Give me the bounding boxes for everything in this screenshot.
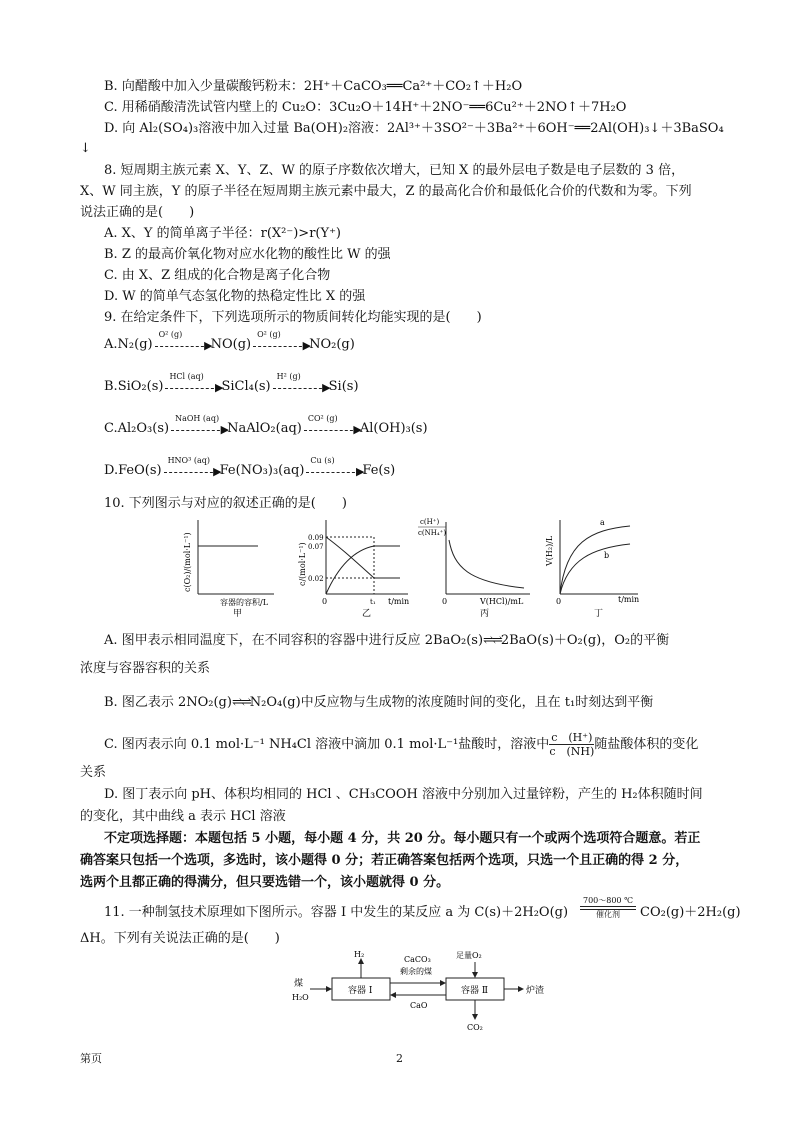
y-tick-label: 0.07 <box>308 543 324 551</box>
reaction-arrow: O² (g) ▶ <box>155 330 209 352</box>
x-axis-label: t/min <box>388 597 410 606</box>
vessel-2-label: 容器 Ⅱ <box>461 986 488 996</box>
ratio-curve <box>449 540 524 588</box>
q9-substance: NaAlO₂(aq) <box>227 421 302 436</box>
q9-substance: FeO(s) <box>118 463 162 478</box>
reaction-arrow: NaOH (aq) ▶ <box>171 414 225 436</box>
q8-stem-line2: X、W 同主族，Y 的原子半径在短周期主族元素中最大，Z 的最高化合价和最低化合价的代数和为零。下列 <box>80 184 692 199</box>
q9-option-prefix: B. <box>104 379 118 394</box>
q7-option-d-tail: ↓ <box>80 141 91 156</box>
q8-option-a: A. X、Y 的简单离子半径：r(X²⁻)>r(Y⁺) <box>104 226 342 241</box>
x-tick-label: t₁ <box>370 598 376 606</box>
q7-option-c: C. 用稀硝酸清洗试管内壁上的 Cu₂O：3Cu₂O＋14H⁺＋2NO⁻══6Cu²⁺＋2NO↑＋7H₂O <box>104 100 627 115</box>
q10-option-b-text-cont: N₂O₄(g)中反应物与生成物的浓度随时间的变化，且在 t₁时刻达到平衡 <box>249 695 654 710</box>
q10-option-c-line2: 关系 <box>80 765 107 780</box>
ratio-denominator: c (NH) <box>549 745 595 758</box>
reagent-label: NaOH (aq) <box>175 414 220 423</box>
cao-label: CaO <box>410 1001 428 1010</box>
q9-option-a <box>104 330 355 352</box>
q9-substance: SiO₂(s) <box>117 379 164 394</box>
curve-b <box>560 544 630 594</box>
q8-stem-line3: 说法正确的是( ) <box>80 205 195 220</box>
q9-substance: N₂(g) <box>117 337 153 352</box>
reaction-arrow: O² (g) ▶ <box>253 330 307 352</box>
coal-label: 煤 <box>294 979 304 989</box>
co2-label: CO₂ <box>467 1023 483 1032</box>
y-axis-label-denominator: c(NH₄⁺) <box>418 529 447 537</box>
q7-option-b: B. 向醋酸中加入少量碳酸钙粉末：2H⁺＋CaCO₃══Ca²⁺＋CO₂↑＋H₂O <box>104 79 523 94</box>
q11-stem-text: 11. 一种制氢技术原理如下图所示。容器 Ⅰ 中发生的某反应 a 为 C(s)＋2H₂O(g) <box>104 905 569 920</box>
q11-stem-line2: ΔH。下列有关说法正确的是( ) <box>80 931 280 946</box>
condition-catalyst: 催化剂 <box>596 910 620 919</box>
q9-substance: NO(g) <box>210 337 252 352</box>
equilibrium-arrow: ⇌⇌ <box>483 633 501 648</box>
q9-stem: 9. 在给定条件下，下列选项所示的物质间转化均能实现的是( ) <box>104 310 482 325</box>
curve-a-label: a <box>600 518 605 527</box>
origin-label: 0 <box>556 597 562 606</box>
q9-substance: Fe(NO₃)₃(aq) <box>219 463 305 478</box>
q10-option-a-text-cont: 2BaO(s)＋O₂(g)，O₂的平衡 <box>500 633 670 648</box>
hydrogen-production-diagram <box>280 948 560 1036</box>
q10-option-a-line2: 浓度与容器容积的关系 <box>80 661 211 676</box>
q10-option-a-text: A. 图甲表示相同温度下，在不同容积的容器中进行反应 2BaO₂(s) <box>104 633 484 648</box>
graph-caption: 丁 <box>594 609 604 619</box>
y-axis-label: c/(mol·L⁻¹) <box>298 542 307 586</box>
q9-substance: Fe(s) <box>362 463 396 478</box>
origin-label: 0 <box>442 597 448 606</box>
reagent-label: Cu (s) <box>310 456 335 465</box>
section-instructions-line1: 不定项选择题：本题包括 5 小题，每小题 4 分，共 20 分。每小题只有一个或两个选项符合题意。若正 <box>104 831 701 846</box>
reactant-curve <box>326 537 400 578</box>
reaction-arrow: HNO³ (aq) ▶ <box>164 456 218 478</box>
h2-label: H₂ <box>354 950 365 959</box>
q10-option-d-line2: 的变化，其中曲线 a 表示 HCl 溶液 <box>80 809 286 824</box>
x-axis-label: V(HCl)/mL <box>480 597 524 606</box>
product-curve <box>326 546 400 594</box>
reagent-label: H² (g) <box>276 372 301 381</box>
q8-option-d: D. W 的简单气态氢化物的热稳定性比 X 的强 <box>104 289 366 304</box>
graph-bing <box>416 512 536 620</box>
q9-substance: Si(s) <box>328 379 359 394</box>
graph-caption: 甲 <box>233 609 243 619</box>
o2-label: 足量O₂ <box>456 951 482 960</box>
reaction-condition-arrow <box>580 896 636 920</box>
graph-ding <box>540 512 644 620</box>
section-instructions-line2: 确答案只包括一个选项，多选时，该小题得 0 分；若正确答案包括两个选项，只选一个且正确的得 2 分， <box>80 853 689 868</box>
q10-option-d-line1: D. 图丁表示向 pH、体积均相同的 HCl 、CH₃COOH 溶液中分别加入过量锌粉，产生的 H₂体积随时间 <box>104 787 703 802</box>
q9-option-b <box>104 372 359 394</box>
q8-option-c: C. 由 X、Z 组成的化合物是离子化合物 <box>104 268 331 283</box>
equilibrium-arrow: ⇌⇌ <box>231 695 250 710</box>
reagent-label: HCl (aq) <box>169 372 204 381</box>
q9-substance: Al₂O₃(s) <box>117 421 170 436</box>
concentration-ratio <box>549 731 594 758</box>
q10-option-b <box>104 694 653 712</box>
slag-label: 炉渣 <box>526 986 545 996</box>
condition-temperature: 700～800 ℃ <box>582 896 634 905</box>
q10-stem: 10. 下列图示与对应的叙述正确的是( ) <box>104 496 347 511</box>
q10-option-a-line1 <box>104 632 669 650</box>
graph-jia <box>178 512 278 620</box>
h2o-label: H₂O <box>292 993 309 1002</box>
reagent-label: O² (g) <box>158 330 183 339</box>
y-tick-label: 0.09 <box>308 534 324 542</box>
reagent-label: CO² (g) <box>307 414 338 423</box>
y-axis-label-numerator: c(H⁺) <box>420 518 440 526</box>
q9-option-c <box>104 414 428 436</box>
section-instructions-line3: 选两个且都正确的得满分，但只要选错一个，该小题就得 0 分。 <box>80 875 450 890</box>
y-axis-label: c(O₂)/(mol·L⁻¹) <box>183 532 192 592</box>
q9-option-prefix: D. <box>104 463 119 478</box>
q9-substance: Al(OH)₃(s) <box>359 421 428 436</box>
ratio-numerator: c (H⁺) <box>551 731 593 744</box>
footer-page-number: 2 <box>396 1052 403 1065</box>
q10-option-c-text-cont: 随盐酸体积的变化 <box>594 737 699 752</box>
graph-yi <box>296 512 414 620</box>
q9-option-d <box>104 456 395 478</box>
origin-label: 0 <box>322 597 328 606</box>
q11-stem-line1 <box>104 904 568 922</box>
q8-stem-line1: 8. 短周期主族元素 X、Y、Z、W 的原子序数依次增大，已知 X 的最外层电子数是电子层数的 3 倍， <box>104 163 685 178</box>
q8-option-b: B. Z 的最高价氧化物对应水化物的酸性比 W 的强 <box>104 247 391 262</box>
curve-a <box>560 526 630 594</box>
footer-page-label: 第页 <box>80 1052 102 1065</box>
vessel-1-label: 容器 Ⅰ <box>348 986 373 996</box>
y-axis-label: V(H₂)/L <box>545 535 554 566</box>
curve-b-label: b <box>604 551 610 560</box>
q9-option-prefix: C. <box>104 421 118 436</box>
graph-caption: 丙 <box>480 609 490 619</box>
q7-option-d: D. 向 Al₂(SO₄)₃溶液中加入过量 Ba(OH)₂溶液：2Al³⁺＋3SO²⁻＋3Ba²⁺＋6OH⁻══2Al(OH)₃↓＋3BaSO₄ <box>104 121 724 136</box>
reagent-label: HNO³ (aq) <box>167 456 210 465</box>
x-axis-label: t/min <box>618 595 640 604</box>
q10-option-c-line1 <box>104 730 698 760</box>
caco3-label: CaCO₃ <box>404 955 431 964</box>
q9-option-prefix: A. <box>104 337 118 352</box>
reagent-label: O² (g) <box>257 330 281 339</box>
reaction-arrow: Cu (s) ▶ <box>306 456 360 478</box>
y-tick-label: 0.02 <box>308 575 324 583</box>
x-axis-label: 容器的容积/L <box>220 598 269 607</box>
q10-option-b-text: B. 图乙表示 2NO₂(g) <box>104 695 232 710</box>
leftover-coal-label: 剩余的煤 <box>400 967 432 976</box>
q11-stem-line1-cont: CO₂(g)＋2H₂(g) <box>640 905 741 920</box>
q10-option-c-text: C. 图丙表示向 0.1 mol·L⁻¹ NH₄Cl 溶液中滴加 0.1 mol·L⁻¹盐酸时，溶液中 <box>104 737 550 752</box>
reaction-arrow: HCl (aq) ▶ <box>165 372 219 394</box>
q9-substance: NO₂(g) <box>309 337 355 352</box>
graph-caption: 乙 <box>362 609 372 619</box>
reaction-arrow: H² (g) ▶ <box>273 372 327 394</box>
reaction-arrow: CO² (g) ▶ <box>304 414 358 436</box>
q9-substance: SiCl₄(s) <box>221 379 271 394</box>
